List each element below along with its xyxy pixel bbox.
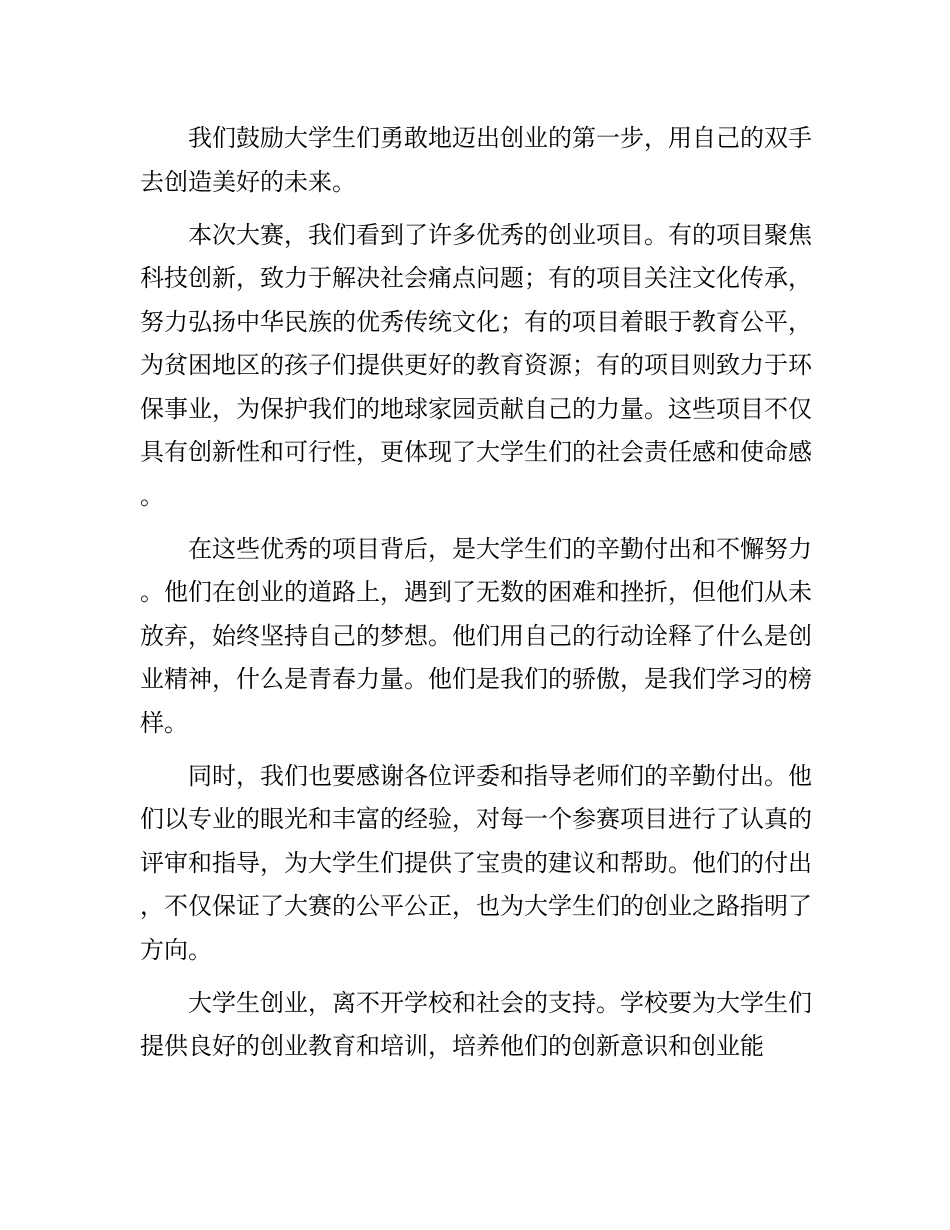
paragraph-3: 在这些优秀的项目背后，是大学生们的辛勤付出和不懈努力。他们在创业的道路上，遇到了无数的困难和挫折，但他们从未放弃，始终坚持自己的梦想。他们用自己的行动诠释了什么是创业精神，什么是青春力量。他们是我们的骄傲，是我们学习的榜样。 [140,534,812,737]
paragraph-4: 同时，我们也要感谢各位评委和指导老师们的辛勤付出。他们以专业的眼光和丰富的经验，对每一个参赛项目进行了认真的评审和指导，为大学生们提供了宝贵的建议和帮助。他们的付出，不仅保证了大赛的公平公正，也为大学生们的创业之路指明了方向。 [140,761,812,964]
paragraph-1: 我们鼓励大学生们勇敢地迈出创业的第一步，用自己的双手去创造美好的未来。 [140,124,812,196]
paragraph-5: 大学生创业，离不开学校和社会的支持。学校要为大学生们提供良好的创业教育和培训，培养他们的创新意识和创业能 [140,988,812,1060]
document-page [140,117,812,1078]
paragraph-2: 本次大赛，我们看到了许多优秀的创业项目。有的项目聚焦科技创新，致力于解决社会痛点问题；有的项目关注文化传承，努力弘扬中华民族的优秀传统文化；有的项目着眼于教育公平，为贫困地区的孩子们提供更好的教育资源；有的项目则致力于环保事业，为保护我们的地球家园贡献自己的力量。这些项目不仅具有创新性和可行性，更体现了大学生们的社会责任感和使命感。 [140,220,812,510]
